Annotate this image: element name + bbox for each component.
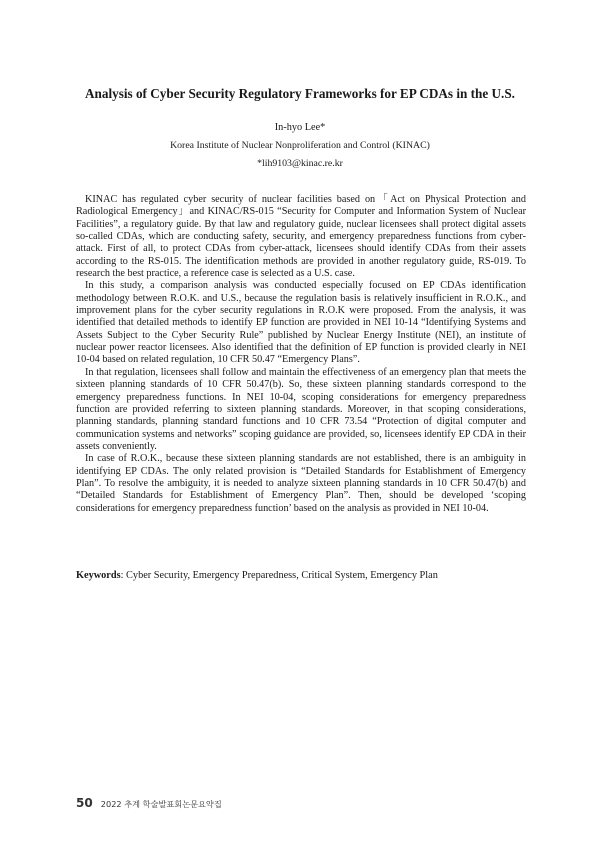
abstract-paragraph: KINAC has regulated cyber security of nuclear facilities based on「Act on Physical Protection and Radiological Emergency」and KINAC/RS-015 “Security for Computer and Information System of Nuclear Facilities”, a regulatory guide. By that law and regulatory guide, nuclear licensees shall protect digital assets so-called CDAs, which are conducting safety, security, and emergency preparedness functions from cyber-attack. First of all, to protect CDAs from cyber-attack, licensees should identify CDAs from their assets according to the RS-015. The identification methods are provided in another regulatory guide, RS-019. To research the best practice, a reference case is selected as a U.S. case. bbox=[76, 194, 526, 280]
page-footer bbox=[76, 792, 222, 811]
keywords-line bbox=[76, 569, 526, 582]
abstract-paragraph: In case of R.O.K., because these sixteen planning standards are not established, there is an ambiguity in identifying EP CDAs. The only related provision is “Detailed Standards for Establishment of Emergency Plan”. To resolve the ambiguity, it is needed to analyze sixteen planning standards in 10 CFR 50.47(b) and “Detailed Standards for Establishment of Emergency Plan”. Then, should be developed ‘scoping considerations for emergency preparedness function’ based on the analysis as provided in NEI 10-04. bbox=[76, 453, 526, 514]
keywords-label: Keywords bbox=[76, 570, 121, 581]
author-affiliation: Korea Institute of Nuclear Nonproliferation and Control (KINAC) bbox=[170, 140, 430, 151]
author-name: In-hyo Lee* bbox=[274, 122, 326, 133]
abstract-paragraph: In that regulation, licensees shall follow and maintain the effectiveness of an emergency plan that meets the sixteen planning standards of 10 CFR 50.47(b). So, these sixteen planning standards correspond to the emergency preparedness functions. In NEI 10-04, scoping considerations for emergency preparedness function are provided referring to sixteen planning standards. Moreover, in that scoping considerations, planning standards, planning standard functions and 10 CFR 73.54 “Protection of digital computer and communication systems and networks” scoping guidance are provided, so, licensees identify EP CDA in their assets conveniently. bbox=[76, 366, 526, 452]
proceedings-title: 2022 추계 학술발표회논문요약집 bbox=[100, 799, 222, 809]
page-number: 50 bbox=[76, 796, 93, 810]
keywords-text: : Cyber Security, Emergency Preparedness, Critical System, Emergency Plan bbox=[120, 570, 438, 581]
paper-title: Analysis of Cyber Security Regulatory Frameworks for EP CDAs in the U.S. bbox=[85, 86, 515, 101]
abstract-paragraph: In this study, a comparison analysis was conducted especially focused on EP CDAs identification methodology between R.O.K. and U.S., because the regulation basis is relatively insufficient in R.O.K., and improvement plans for the cyber security regulations in R.O.K were proposed. From the analysis, it was identified that detailed methods to identify EP function are provided in NEI 10-14 “Identifying Systems and Assets Subject to the Cyber Security Rule” published by Nuclear Energy Institute (NEI), an institute of nuclear power reactor licensees. Also identified that the definition of EP function is provided clearly in NEI 10-04 based on related regulation, 10 CFR 50.47 “Emergency Plans”. bbox=[76, 280, 526, 366]
abstract-body bbox=[76, 194, 526, 515]
author-email: *lih9103@kinac.re.kr bbox=[257, 158, 343, 169]
